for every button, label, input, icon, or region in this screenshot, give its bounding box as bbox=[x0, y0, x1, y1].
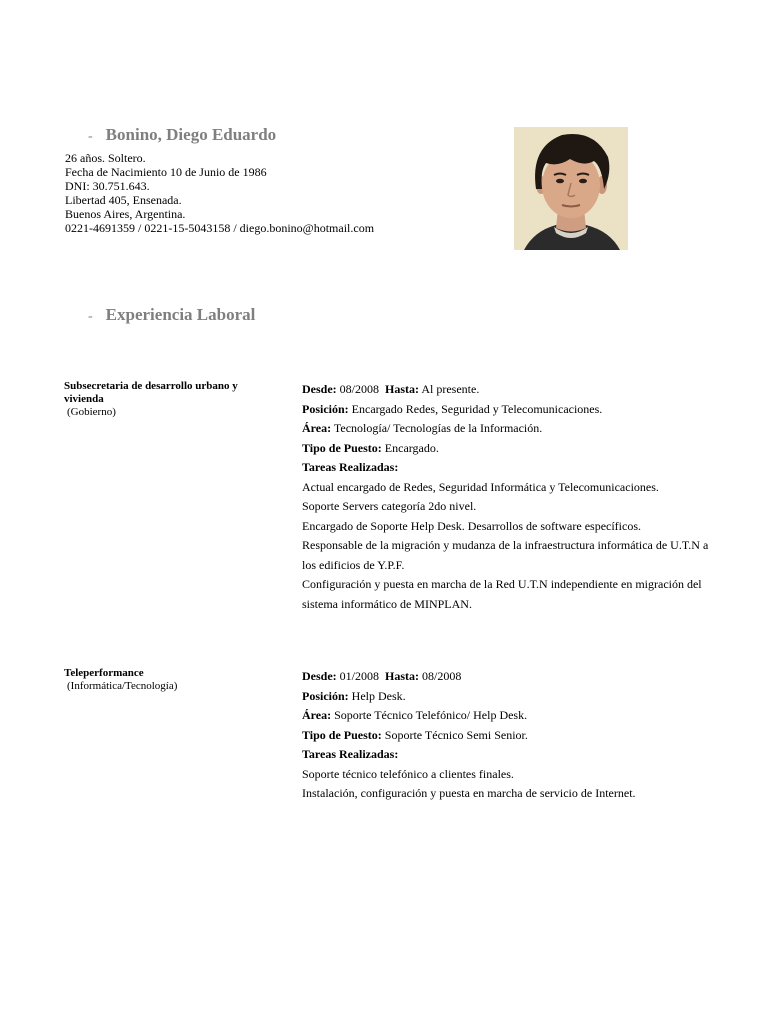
area-value: Tecnología/ Tecnologías de la Información. bbox=[333, 421, 543, 435]
position-value: Encargado Redes, Seguridad y Telecomunicaciones. bbox=[351, 401, 603, 416]
hasta-value: 08/2008 bbox=[422, 669, 462, 683]
desde-label: Desde: bbox=[302, 382, 337, 396]
job-details bbox=[302, 667, 636, 804]
portrait-illustration bbox=[514, 127, 628, 250]
section-title: Experiencia Laboral bbox=[105, 305, 256, 324]
org-name-cont: vivienda bbox=[64, 393, 104, 405]
personal-info bbox=[65, 151, 374, 235]
tasks-label: Tareas Realizadas: bbox=[302, 747, 399, 761]
hasta-label: Hasta: bbox=[385, 382, 420, 396]
desde-label: Desde: bbox=[302, 669, 337, 683]
job-position bbox=[302, 687, 636, 707]
task-line: Responsable de la migración y mudanza de la infraestructura informática de U.T.N a bbox=[302, 538, 709, 552]
desde-value: 08/2008 bbox=[339, 382, 380, 396]
position-value: Help Desk. bbox=[351, 688, 406, 703]
type-label: Tipo de Puesto: bbox=[302, 440, 382, 455]
task-line: Encargado de Soporte Help Desk. Desarrollos de software específicos. bbox=[302, 518, 641, 533]
task-line: Soporte técnico telefónico a clientes finales. bbox=[302, 766, 514, 781]
job-type bbox=[302, 439, 708, 459]
task-line: Actual encargado de Redes, Seguridad Informática y Telecomunicaciones. bbox=[302, 479, 659, 494]
job-organization bbox=[64, 380, 286, 419]
job-dates bbox=[302, 380, 708, 400]
area-label: Área: bbox=[302, 421, 332, 435]
experience-heading bbox=[88, 305, 255, 325]
job-dates bbox=[302, 667, 636, 687]
task-line: Instalación, configuración y puesta en marcha de servicio de Internet. bbox=[302, 786, 636, 800]
tasks-label: Tareas Realizadas: bbox=[302, 460, 399, 474]
job-position bbox=[302, 400, 708, 420]
personal-line: Fecha de Nacimiento 10 de Junio de 1986 bbox=[65, 165, 267, 179]
job-area bbox=[302, 419, 708, 439]
task-line: sistema informático de MINPLAN. bbox=[302, 596, 472, 611]
task-line: los edificios de Y.P.F. bbox=[302, 557, 405, 572]
personal-line: 26 años. Soltero. bbox=[65, 151, 146, 165]
personal-line: Libertad 405, Ensenada. bbox=[65, 193, 182, 207]
type-value: Encargado. bbox=[384, 440, 439, 455]
personal-line: DNI: 30.751.643. bbox=[65, 179, 150, 193]
org-name: Subsecretaria de desarrollo urbano y bbox=[64, 380, 238, 392]
job-organization bbox=[64, 667, 286, 693]
task-line: Configuración y puesta en marcha de la Red U.T.N independiente en migración del bbox=[302, 577, 702, 591]
heading-dash: - bbox=[88, 129, 93, 144]
job-details bbox=[302, 380, 708, 614]
position-label: Posición: bbox=[302, 401, 349, 416]
org-name: Teleperformance bbox=[64, 667, 144, 679]
type-label: Tipo de Puesto: bbox=[302, 727, 382, 742]
profile-photo bbox=[514, 127, 628, 250]
personal-line: Buenos Aires, Argentina. bbox=[65, 207, 186, 221]
org-type: (Informática/Tecnología) bbox=[67, 680, 178, 692]
hasta-label: Hasta: bbox=[385, 669, 420, 683]
position-label: Posición: bbox=[302, 688, 349, 703]
area-value: Soporte Técnico Telefónico/ Help Desk. bbox=[334, 708, 528, 722]
area-label: Área: bbox=[302, 708, 332, 722]
person-name: Bonino, Diego Eduardo bbox=[105, 125, 277, 144]
name-heading bbox=[88, 125, 276, 145]
hasta-value: Al presente. bbox=[421, 382, 480, 396]
heading-dash: - bbox=[88, 309, 93, 324]
contact-line: 0221-4691359 / 0221-15-5043158 / diego.bonino@hotmail.com bbox=[65, 221, 375, 235]
org-type: (Gobierno) bbox=[67, 406, 116, 418]
desde-value: 01/2008 bbox=[339, 669, 380, 683]
task-line: Soporte Servers categoría 2do nivel. bbox=[302, 499, 477, 513]
job-area bbox=[302, 706, 636, 726]
job-type bbox=[302, 726, 636, 746]
type-value: Soporte Técnico Semi Senior. bbox=[384, 727, 528, 742]
